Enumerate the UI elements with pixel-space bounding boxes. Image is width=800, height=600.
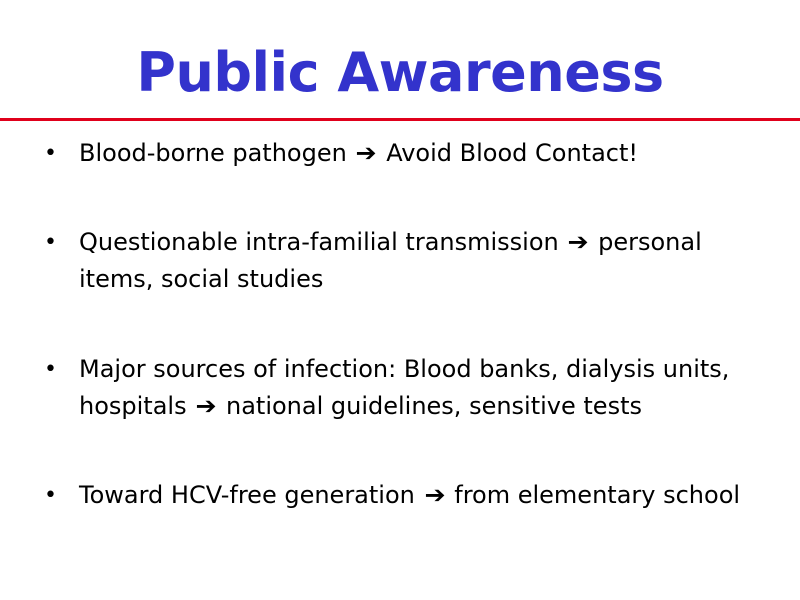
bullet-text-after: from elementary school: [454, 481, 741, 509]
bullet-dot-icon: •: [44, 230, 57, 255]
bullet-text-after: Avoid Blood Contact!: [386, 139, 639, 167]
bullet-text-before: Questionable intra-familial transmission: [79, 228, 559, 256]
bullet-text-before: Major sources of infection: Blood banks, dialysis units, hospitals: [79, 355, 730, 420]
bullet-item: [44, 224, 764, 298]
bullet-text-after: personal items, social studies: [79, 228, 702, 293]
arrow-right-icon: ➔: [567, 228, 589, 256]
bullet-text-before: Toward HCV-free generation: [79, 481, 415, 509]
bullet-dot-icon: •: [44, 141, 57, 166]
bullet-item: [44, 351, 764, 425]
title-divider: [0, 118, 800, 121]
slide-title: Public Awareness: [136, 41, 664, 104]
arrow-right-icon: ➔: [355, 139, 378, 167]
bullet-text-after: national guidelines, sensitive tests: [225, 392, 642, 420]
bullet-dot-icon: •: [44, 357, 57, 382]
arrow-right-icon: ➔: [195, 392, 217, 420]
arrow-right-icon: ➔: [423, 481, 446, 509]
bullet-text-before: Blood-borne pathogen: [79, 139, 347, 167]
bullet-dot-icon: •: [44, 483, 57, 508]
bullet-item: [44, 135, 764, 172]
bullet-list: [44, 132, 764, 514]
bullet-item: [44, 477, 764, 514]
